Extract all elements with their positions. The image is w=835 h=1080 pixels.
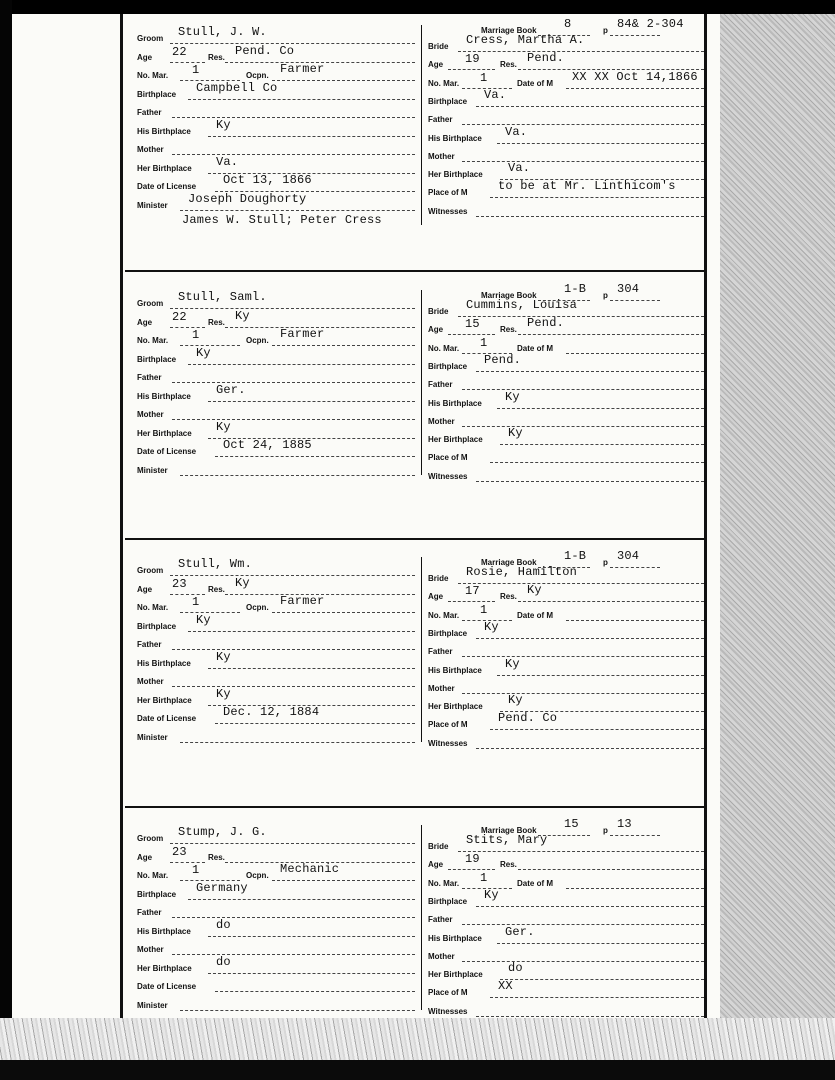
record-4-groom-no_mar-label: No. Mar. <box>137 871 169 880</box>
record-3-bride-her_birthplace-label: Her Birthplace <box>428 702 483 711</box>
record-4-groom-ocpn-value: Mechanic <box>280 862 340 876</box>
record-4-groom-his_birthplace-label: His Birthplace <box>137 927 191 936</box>
record-3-bride-res-label: Res. <box>500 592 517 601</box>
record-2-groom-minister-line <box>180 475 415 476</box>
record-4-column-divider <box>421 825 422 1010</box>
record-1-groom-father-label: Father <box>137 108 162 117</box>
record-4-groom-her_birthplace-line <box>208 973 415 974</box>
record-3-bride-age-label: Age <box>428 592 444 601</box>
record-1-bride-date-of-m-label: Date of M <box>517 79 553 88</box>
record-2-groom-age-value: 22 <box>172 310 187 324</box>
record-4-bride-place_of_m-label: Place of M <box>428 988 468 997</box>
record-3-page-value: 304 <box>617 549 640 563</box>
record-1-bride-place_of_m-line <box>490 197 704 198</box>
record-1-bride-witnesses-label: Witnesses <box>428 207 468 216</box>
record-2-bride-birthplace-value: Pend. <box>484 353 522 367</box>
record-3-groom-ocpn-label: Ocpn. <box>246 603 269 612</box>
record-2-groom-no-mar-value: 1 <box>192 328 200 342</box>
record-2-bride-res-value: Pend. <box>527 316 565 330</box>
record-3-bride-his_birthplace-line <box>497 675 704 676</box>
record-1-bride-bride-value: Cress, Martha A. <box>466 33 585 47</box>
record-1-groom-date_of_license-value: Oct 13, 1866 <box>223 173 312 187</box>
record-1-groom-her_birthplace-label: Her Birthplace <box>137 164 192 173</box>
record-4-groom-minister-line <box>180 1010 415 1011</box>
record-1-groom-date_of_license-label: Date of License <box>137 182 197 191</box>
record-4-bride-no-mar-value: 1 <box>480 871 488 885</box>
record-1-groom-age-value: 22 <box>172 45 187 59</box>
record-3-groom-her_birthplace-value: Ky <box>216 687 231 701</box>
record-4-bride-place_of_m-line <box>490 997 704 998</box>
record-4-marriage-book-label: Marriage Book <box>481 826 537 835</box>
record-3-groom-birthplace-line <box>188 631 415 632</box>
record-4-groom-res-label: Res. <box>208 853 225 862</box>
record-1-groom-his_birthplace-line <box>208 136 415 137</box>
record-3-bride-bride-value: Rosie, Hamilton <box>466 565 578 579</box>
record-2-groom-birthplace-label: Birthplace <box>137 355 177 364</box>
record-2-bride-father-label: Father <box>428 380 453 389</box>
record-3-groom-no_mar-label: No. Mar. <box>137 603 169 612</box>
record-3-bride-date-of-m-label: Date of M <box>517 611 553 620</box>
record-3-groom-his_birthplace-value: Ky <box>216 650 231 664</box>
record-3-groom-groom-line <box>170 575 415 576</box>
record-1-bride-father-label: Father <box>428 115 453 124</box>
record-3-groom-date_of_license-label: Date of License <box>137 714 197 723</box>
record-1-page-label: p <box>603 26 608 35</box>
record-4-groom-her_birthplace-value: do <box>216 955 231 969</box>
record-1-bride-bride-label: Bride <box>428 42 449 51</box>
record-4-groom-father-line <box>172 917 415 918</box>
record-4-bride-age-label: Age <box>428 860 444 869</box>
record-3-bride-res-line <box>518 601 704 602</box>
right-margin-rule <box>704 14 707 1052</box>
record-2-bride-her_birthplace-value: Ky <box>508 426 523 440</box>
record-3-groom-her_birthplace-label: Her Birthplace <box>137 696 192 705</box>
record-3-bride-date-of-m-line <box>566 620 704 621</box>
record-2-bride-mother-label: Mother <box>428 417 455 426</box>
record-3-groom-age-label: Age <box>137 585 153 594</box>
record-1-marriage-book-value: 8 <box>564 17 572 31</box>
record-1-bride-bride-line <box>458 51 704 52</box>
record-1-groom-minister-label: Minister <box>137 201 168 210</box>
record-4-groom-no-mar-value: 1 <box>192 863 200 877</box>
record-2-bride-his_birthplace-line <box>497 408 704 409</box>
record-2-page-value: 304 <box>617 282 640 296</box>
record-1-groom-ocpn-label: Ocpn. <box>246 71 269 80</box>
record-2-marriage-book-label: Marriage Book <box>481 291 537 300</box>
record-2-bride-birthplace-line <box>476 371 704 372</box>
record-2-groom-minister-label: Minister <box>137 466 168 475</box>
record-1-bride-father-line <box>462 124 704 125</box>
record-1-groom-groom-value: Stull, J. W. <box>178 25 267 39</box>
record-2-groom-her_birthplace-value: Ky <box>216 420 231 434</box>
record-1-groom-age-label: Age <box>137 53 153 62</box>
record-4-groom-his_birthplace-value: do <box>216 918 231 932</box>
record-3-groom-father-line <box>172 649 415 650</box>
record-4-groom-her_birthplace-label: Her Birthplace <box>137 964 192 973</box>
record-3-groom-birthplace-label: Birthplace <box>137 622 177 631</box>
record-4-groom-mother-label: Mother <box>137 945 164 954</box>
record-4-page-value: 13 <box>617 817 632 831</box>
record-4-bride-place_of_m-value: XX <box>498 979 513 993</box>
record-3-bride-witnesses-line <box>476 748 704 749</box>
record-4-bride-res-label: Res. <box>500 860 517 869</box>
record-3-bride-witnesses-label: Witnesses <box>428 739 468 748</box>
record-2-bride-her_birthplace-label: Her Birthplace <box>428 435 483 444</box>
record-3-groom-his_birthplace-label: His Birthplace <box>137 659 191 668</box>
record-3-groom-date_of_license-line <box>215 723 415 724</box>
record-3-bride-place_of_m-value: Pend. Co <box>498 711 558 725</box>
record-2-column-divider <box>421 290 422 475</box>
record-4-groom-birthplace-line <box>188 899 415 900</box>
record-1-bride-his_birthplace-value: Va. <box>505 125 528 139</box>
record-4-bride-birthplace-label: Birthplace <box>428 897 468 906</box>
record-4-bride-birthplace-line <box>476 906 704 907</box>
record-2-bride-witnesses-line <box>476 481 704 482</box>
record-1-groom-note-value: James W. Stull; Peter Cress <box>182 213 382 227</box>
record-3-bride-bride-line <box>458 583 704 584</box>
record-3-marriage-book-value: 1-B <box>564 549 587 563</box>
record-4-groom-date_of_license-line <box>215 991 415 992</box>
record-3-bride-age-line <box>448 601 495 602</box>
record-2-bride-her_birthplace-line <box>500 444 704 445</box>
record-3-groom-birthplace-value: Ky <box>196 613 211 627</box>
record-1-bride-his_birthplace-line <box>497 143 704 144</box>
record-2-bride-birthplace-label: Birthplace <box>428 362 468 371</box>
record-3-bride-age-value: 17 <box>465 584 480 598</box>
record-4-bride-father-line <box>462 924 704 925</box>
record-3-bride-no_mar-label: No. Mar. <box>428 611 460 620</box>
record-1-bride-no_mar-label: No. Mar. <box>428 79 460 88</box>
record-1-groom-birthplace-label: Birthplace <box>137 90 177 99</box>
record-2-groom-ocpn-label: Ocpn. <box>246 336 269 345</box>
record-1-groom-father-line <box>172 117 415 118</box>
scan-right-margin <box>720 14 835 1080</box>
record-3-bride-no-mar-value: 1 <box>480 603 488 617</box>
record-separator-1 <box>125 270 707 272</box>
record-4-bride-his_birthplace-label: His Birthplace <box>428 934 482 943</box>
record-2-groom-birthplace-line <box>188 364 415 365</box>
record-1-groom-minister-value: Joseph Doughorty <box>188 192 307 206</box>
record-2-groom-his_birthplace-value: Ger. <box>216 383 246 397</box>
record-4-groom-date_of_license-label: Date of License <box>137 982 197 991</box>
record-1-bride-birthplace-line <box>476 106 704 107</box>
record-2-groom-date_of_license-label: Date of License <box>137 447 197 456</box>
record-3-marriage-book-label: Marriage Book <box>481 558 537 567</box>
record-1-bride-date-of-m-value: XX XX Oct 14,1866 <box>572 70 698 84</box>
record-2-groom-groom-line <box>170 308 415 309</box>
record-4-bride-bride-line <box>458 851 704 852</box>
record-3-bride-his_birthplace-label: His Birthplace <box>428 666 482 675</box>
record-2-page-line <box>610 300 660 301</box>
record-3-bride-birthplace-label: Birthplace <box>428 629 468 638</box>
record-1-marriage-book-label: Marriage Book <box>481 26 537 35</box>
record-1-groom-res-value: Pend. Co <box>235 44 295 58</box>
record-2-groom-father-line <box>172 382 415 383</box>
record-2-groom-res-value: Ky <box>235 309 250 323</box>
record-4-bride-witnesses-line <box>476 1016 704 1017</box>
record-1-bride-res-label: Res. <box>500 60 517 69</box>
record-2-groom-age-label: Age <box>137 318 153 327</box>
record-1-groom-his_birthplace-value: Ky <box>216 118 231 132</box>
record-4-bride-her_birthplace-value: do <box>508 961 523 975</box>
record-2-bride-place_of_m-line <box>490 462 704 463</box>
record-3-groom-his_birthplace-line <box>208 668 415 669</box>
record-1-groom-minister-line <box>180 210 415 211</box>
record-1-bride-date-of-m-line <box>566 88 704 89</box>
record-2-groom-mother-line <box>172 419 415 420</box>
record-2-groom-his_birthplace-label: His Birthplace <box>137 392 191 401</box>
record-1-groom-birthplace-value: Campbell Co <box>196 81 278 95</box>
record-1-bride-age-label: Age <box>428 60 444 69</box>
record-2-page-label: p <box>603 291 608 300</box>
record-4-bride-father-label: Father <box>428 915 453 924</box>
record-2-groom-date_of_license-value: Oct 24, 1885 <box>223 438 312 452</box>
record-1-bride-witnesses-line <box>476 216 704 217</box>
left-margin-rule <box>120 14 123 1052</box>
record-2-groom-res-label: Res. <box>208 318 225 327</box>
record-3-bride-his_birthplace-value: Ky <box>505 657 520 671</box>
record-3-bride-mother-line <box>462 693 704 694</box>
record-3-bride-bride-label: Bride <box>428 574 449 583</box>
record-1-bride-age-line <box>448 69 495 70</box>
record-4-page-line <box>610 835 660 836</box>
record-4-groom-ocpn-line <box>272 880 415 881</box>
record-2-bride-his_birthplace-label: His Birthplace <box>428 399 482 408</box>
record-2-groom-groom-label: Groom <box>137 299 164 308</box>
record-4-groom-groom-line <box>170 843 415 844</box>
record-2-groom-no_mar-label: No. Mar. <box>137 336 169 345</box>
record-1-bride-birthplace-value: Va. <box>484 88 507 102</box>
record-2-bride-bride-label: Bride <box>428 307 449 316</box>
record-1-groom-mother-line <box>172 154 415 155</box>
record-2-bride-age-line <box>448 334 495 335</box>
record-3-groom-father-label: Father <box>137 640 162 649</box>
record-2-bride-no-mar-value: 1 <box>480 336 488 350</box>
scan-left-border <box>0 0 12 1080</box>
record-4-groom-his_birthplace-line <box>208 936 415 937</box>
record-3-groom-minister-label: Minister <box>137 733 168 742</box>
record-2-groom-father-label: Father <box>137 373 162 382</box>
record-3-groom-res-label: Res. <box>208 585 225 594</box>
record-3-bride-father-label: Father <box>428 647 453 656</box>
record-4-bride-age-line <box>448 869 495 870</box>
record-4-bride-her_birthplace-label: Her Birthplace <box>428 970 483 979</box>
record-2-groom-birthplace-value: Ky <box>196 346 211 360</box>
record-2-bride-date-of-m-label: Date of M <box>517 344 553 353</box>
record-2-bride-father-line <box>462 389 704 390</box>
record-4-groom-groom-value: Stump, J. G. <box>178 825 267 839</box>
record-1-groom-birthplace-line <box>188 99 415 100</box>
record-2-groom-date_of_license-line <box>215 456 415 457</box>
record-4-groom-minister-label: Minister <box>137 1001 168 1010</box>
record-4-page-label: p <box>603 826 608 835</box>
record-separator-2 <box>125 538 707 540</box>
record-4-bride-date-of-m-label: Date of M <box>517 879 553 888</box>
record-2-bride-bride-line <box>458 316 704 317</box>
record-2-bride-his_birthplace-value: Ky <box>505 390 520 404</box>
record-4-bride-no_mar-label: No. Mar. <box>428 879 460 888</box>
record-1-groom-ocpn-value: Farmer <box>280 62 325 76</box>
record-2-groom-groom-value: Stull, Saml. <box>178 290 267 304</box>
record-page <box>12 14 720 1052</box>
record-1-groom-ocpn-line <box>272 80 415 81</box>
record-4-groom-age-label: Age <box>137 853 153 862</box>
record-2-bride-bride-value: Cummins, Louisa <box>466 298 578 312</box>
record-3-page-line <box>610 567 660 568</box>
record-3-page-label: p <box>603 558 608 567</box>
record-3-groom-age-line <box>170 594 205 595</box>
record-2-bride-age-value: 15 <box>465 317 480 331</box>
record-1-bride-res-value: Pend. <box>527 51 565 65</box>
record-2-bride-age-label: Age <box>428 325 444 334</box>
record-2-bride-witnesses-label: Witnesses <box>428 472 468 481</box>
record-4-bride-mother-line <box>462 961 704 962</box>
record-1-bride-her_birthplace-value: Va. <box>508 161 531 175</box>
scan-bottom-border <box>0 1060 835 1080</box>
record-3-groom-mother-label: Mother <box>137 677 164 686</box>
record-1-bride-age-value: 19 <box>465 52 480 66</box>
record-4-bride-mother-label: Mother <box>428 952 455 961</box>
record-2-bride-res-line <box>518 334 704 335</box>
record-4-groom-birthplace-value: Germany <box>196 881 248 895</box>
record-3-groom-groom-label: Groom <box>137 566 164 575</box>
record-2-groom-his_birthplace-line <box>208 401 415 402</box>
record-1-bride-place_of_m-value: to be at Mr. Linthicom's <box>498 179 676 193</box>
record-3-bride-father-line <box>462 656 704 657</box>
record-3-groom-res-value: Ky <box>235 576 250 590</box>
record-2-bride-place_of_m-label: Place of M <box>428 453 468 462</box>
record-1-bride-her_birthplace-label: Her Birthplace <box>428 170 483 179</box>
record-1-bride-birthplace-label: Birthplace <box>428 97 468 106</box>
record-4-groom-mother-line <box>172 954 415 955</box>
record-3-bride-mother-label: Mother <box>428 684 455 693</box>
record-3-bride-birthplace-line <box>476 638 704 639</box>
record-4-bride-witnesses-label: Witnesses <box>428 1007 468 1016</box>
record-1-groom-her_birthplace-value: Va. <box>216 155 239 169</box>
record-1-bride-his_birthplace-label: His Birthplace <box>428 134 482 143</box>
record-4-bride-birthplace-value: Ky <box>484 888 499 902</box>
record-3-groom-groom-value: Stull, Wm. <box>178 557 253 571</box>
record-1-page-line <box>610 35 660 36</box>
record-4-groom-father-label: Father <box>137 908 162 917</box>
record-3-groom-date_of_license-value: Dec. 12, 1884 <box>223 705 320 719</box>
record-1-groom-groom-label: Groom <box>137 34 164 43</box>
record-2-groom-mother-label: Mother <box>137 410 164 419</box>
record-2-groom-ocpn-value: Farmer <box>280 327 325 341</box>
record-4-bride-his_birthplace-value: Ger. <box>505 925 535 939</box>
record-3-column-divider <box>421 557 422 742</box>
record-separator-3 <box>125 806 707 808</box>
record-1-bride-place_of_m-label: Place of M <box>428 188 468 197</box>
record-2-bride-mother-line <box>462 426 704 427</box>
record-2-groom-age-line <box>170 327 205 328</box>
record-2-bride-res-label: Res. <box>500 325 517 334</box>
record-1-groom-his_birthplace-label: His Birthplace <box>137 127 191 136</box>
record-1-bride-mother-label: Mother <box>428 152 455 161</box>
record-4-groom-birthplace-label: Birthplace <box>137 890 177 899</box>
record-4-groom-age-line <box>170 862 205 863</box>
record-3-bride-place_of_m-label: Place of M <box>428 720 468 729</box>
record-4-bride-his_birthplace-line <box>497 943 704 944</box>
record-4-groom-groom-label: Groom <box>137 834 164 843</box>
record-1-bride-mother-line <box>462 161 704 162</box>
record-4-bride-bride-value: Stits, Mary <box>466 833 548 847</box>
record-4-bride-res-line <box>518 869 704 870</box>
record-1-groom-no_mar-label: No. Mar. <box>137 71 169 80</box>
record-3-groom-minister-line <box>180 742 415 743</box>
record-4-bride-her_birthplace-line <box>500 979 704 980</box>
record-2-bride-date-of-m-line <box>566 353 704 354</box>
record-1-groom-res-label: Res. <box>208 53 225 62</box>
record-3-groom-no-mar-value: 1 <box>192 595 200 609</box>
record-3-groom-ocpn-value: Farmer <box>280 594 325 608</box>
record-1-groom-mother-label: Mother <box>137 145 164 154</box>
record-4-groom-age-value: 23 <box>172 845 187 859</box>
record-1-groom-age-line <box>170 62 205 63</box>
record-1-page-value: 84& 2-304 <box>617 17 684 31</box>
record-3-bride-her_birthplace-value: Ky <box>508 693 523 707</box>
record-3-groom-mother-line <box>172 686 415 687</box>
record-1-groom-no-mar-value: 1 <box>192 63 200 77</box>
record-3-bride-birthplace-value: Ky <box>484 620 499 634</box>
record-3-groom-ocpn-line <box>272 612 415 613</box>
record-2-groom-her_birthplace-label: Her Birthplace <box>137 429 192 438</box>
record-4-bride-age-value: 19 <box>465 852 480 866</box>
record-2-bride-no_mar-label: No. Mar. <box>428 344 460 353</box>
record-2-groom-ocpn-line <box>272 345 415 346</box>
record-4-bride-date-of-m-line <box>566 888 704 889</box>
record-1-column-divider <box>421 25 422 225</box>
record-4-groom-ocpn-label: Ocpn. <box>246 871 269 880</box>
record-3-groom-age-value: 23 <box>172 577 187 591</box>
record-1-bride-no-mar-value: 1 <box>480 71 488 85</box>
record-2-marriage-book-value: 1-B <box>564 282 587 296</box>
record-3-bride-place_of_m-line <box>490 729 704 730</box>
record-4-marriage-book-value: 15 <box>564 817 579 831</box>
record-4-bride-bride-label: Bride <box>428 842 449 851</box>
record-3-bride-res-value: Ky <box>527 583 542 597</box>
